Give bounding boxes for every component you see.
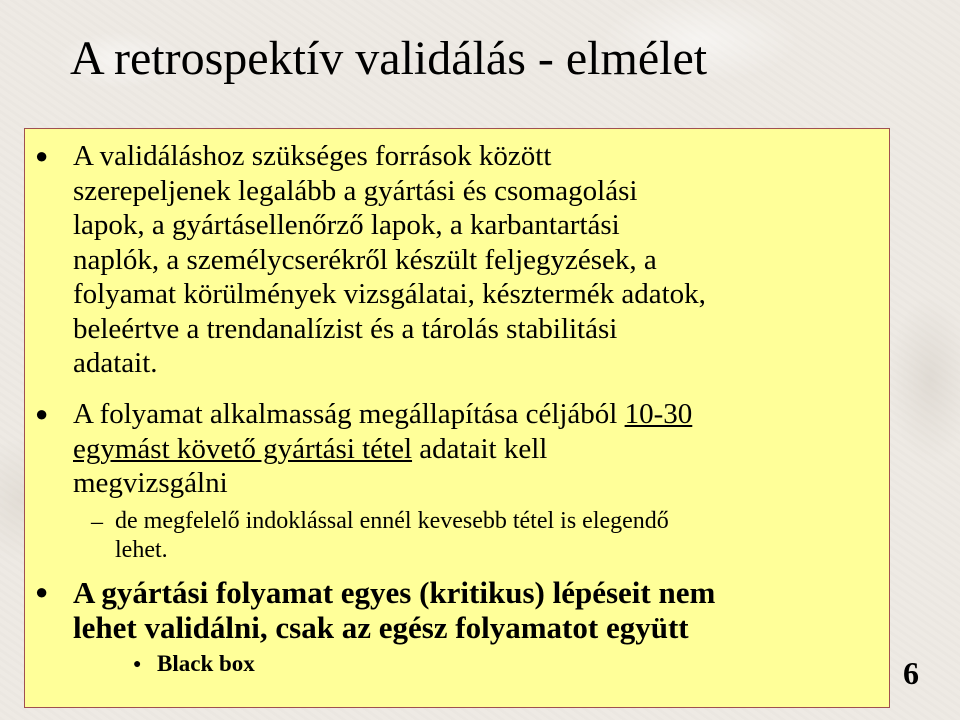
content-box: [24, 128, 890, 708]
text-line: folyamat körülmények vizsgálatai, késztermék adatok,: [73, 278, 706, 310]
bullet-text: [73, 575, 879, 645]
text-line: de megfelelő indoklással ennél kevesebb tétel is elegendő: [115, 508, 669, 534]
text-segment: A folyamat alkalmasság megállapítása céljából: [73, 398, 625, 430]
text-line: lapok, a gyártásellenőrző lapok, a karbantartási: [73, 209, 620, 241]
text-line: [73, 432, 879, 467]
underlined-text: 10-30: [624, 398, 693, 430]
sub-bullet-text: [115, 507, 879, 565]
bullet-dot-icon: ●: [35, 579, 49, 604]
text-line: A gyártási folyamat egyes (kritikus) lépéseit nem: [73, 575, 716, 610]
page-number: 6: [903, 655, 919, 691]
bullet-dot-icon: ●: [133, 657, 142, 672]
slide-title: A retrospektív validálás - elmélet: [70, 32, 708, 85]
text-line: adatait.: [73, 347, 158, 379]
bullet-dot-icon: ●: [35, 143, 49, 168]
dash-bullet-icon: –: [91, 509, 103, 535]
text-line: megvizsgálni: [73, 467, 228, 499]
text-line: naplók, a személycserékről készült feljegyzések, a: [73, 243, 657, 276]
text-line: beleértve a trendanalízist és a tárolás stabilitási: [73, 312, 618, 345]
bullet-text: [73, 139, 879, 381]
sub-item-black-box: Black box: [157, 651, 255, 676]
text-line: A validáláshoz szükséges források között: [73, 140, 552, 172]
text-line: szerepeljenek legalább a gyártási és csomagolási: [73, 174, 638, 207]
bullet-text: [73, 397, 879, 501]
bullet-dot-icon: ●: [35, 401, 49, 426]
underlined-text: egymást követő gyártási tétel: [73, 432, 413, 465]
text-segment: adatait kell: [412, 432, 548, 465]
text-line: lehet validálni, csak az egész folyamatot együtt: [73, 610, 689, 645]
text-line: lehet.: [115, 537, 168, 563]
text-line: [73, 397, 879, 432]
